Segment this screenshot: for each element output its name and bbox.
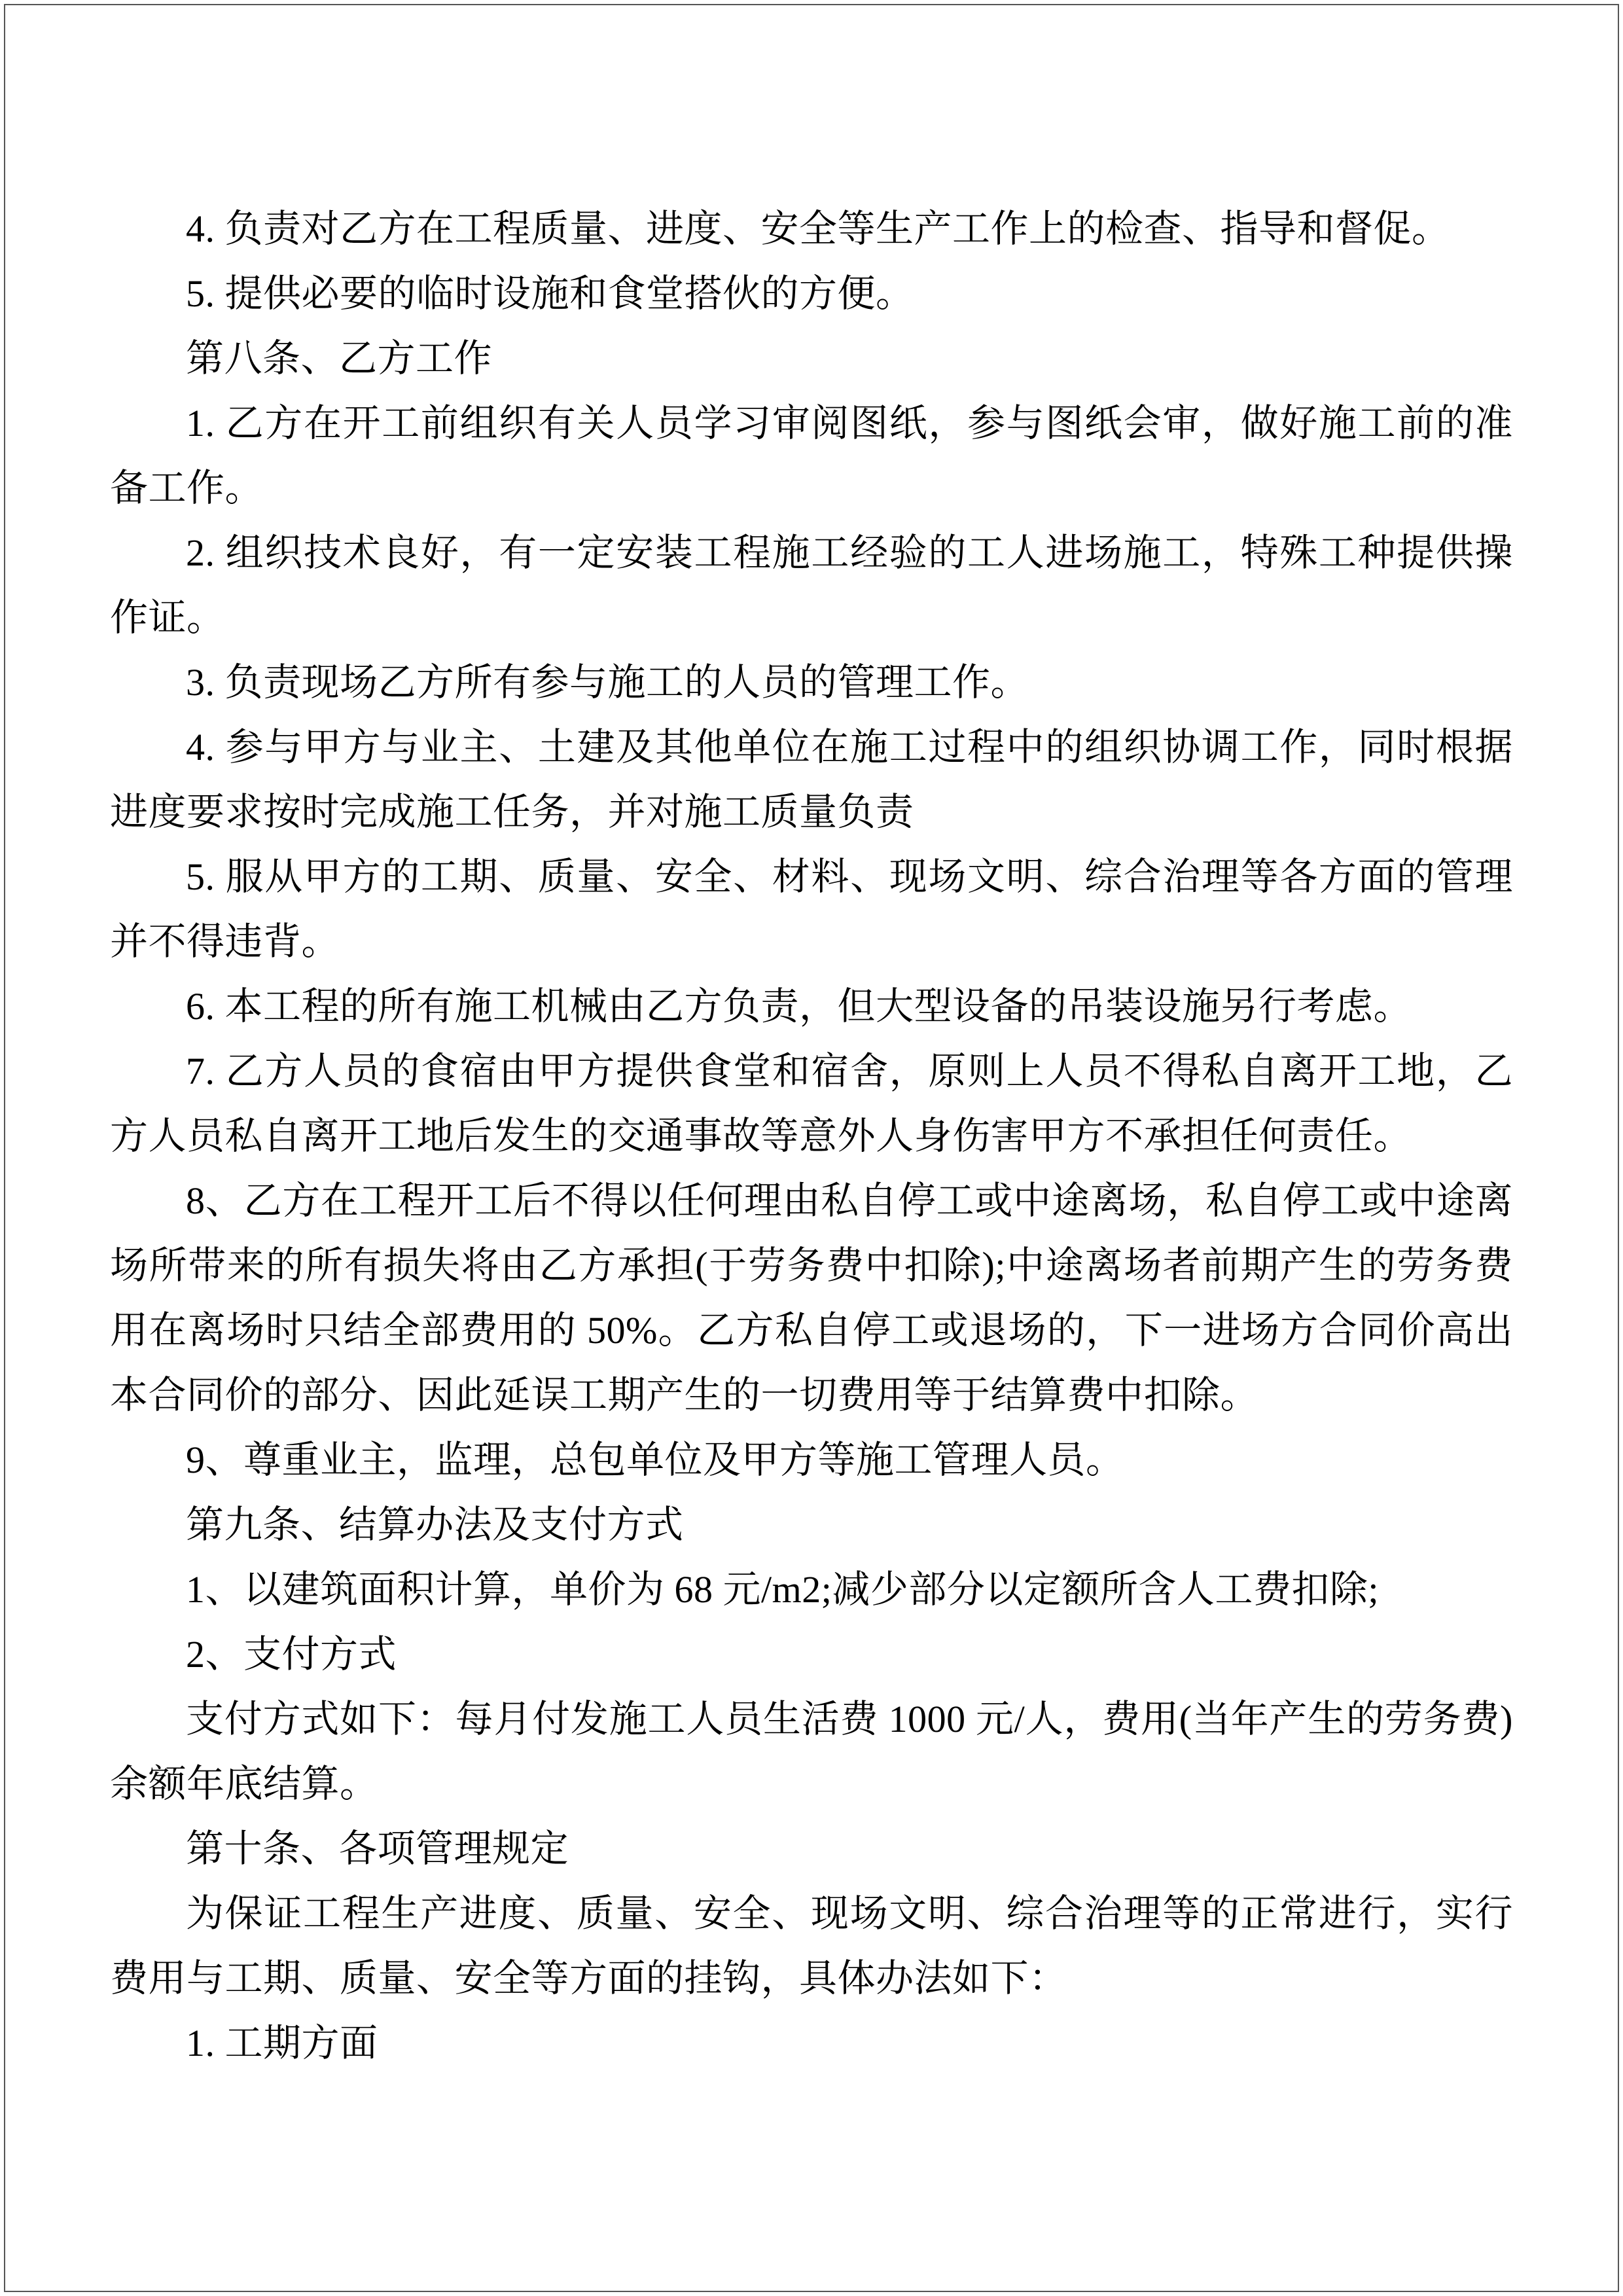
paragraph: 第十条、各项管理规定 bbox=[186, 1827, 569, 1870]
paragraph: 1. 乙方在开工前组织有关人员学习审阅图纸，参与图纸会审，做好施工前的准备工作。 bbox=[110, 402, 1513, 509]
paragraph: 4. 负责对乙方在工程质量、进度、安全等生产工作上的检查、指导和督促。 bbox=[186, 207, 1450, 250]
paragraph: 8、乙方在工程开工后不得以任何理由私自停工或中途离场，私自停工或中途离场所带来的所有损失将由乙方承担(于劳务费中扣除);中途离场者前期产生的劳务费用在离场时只结全部费用的 50%。乙方私自停工或退场的，下一进场方合同价高出本合同价的部分、因此延误工期产生的一切费用等于结算费中扣除。 bbox=[110, 1179, 1513, 1416]
paragraph: 第九条、结算办法及支付方式 bbox=[186, 1503, 684, 1546]
paragraph: 7. 乙方人员的食宿由甲方提供食堂和宿舍，原则上人员不得私自离开工地，乙方人员私自离开工地后发生的交通事故等意外人身伤害甲方不承担任何责任。 bbox=[110, 1050, 1513, 1157]
paragraph: 支付方式如下：每月付发施工人员生活费 1000 元/人，费用(当年产生的劳务费)余额年底结算。 bbox=[110, 1698, 1513, 1805]
paragraph: 5. 提供必要的临时设施和食堂搭伙的方便。 bbox=[186, 272, 914, 315]
paragraph: 5. 服从甲方的工期、质量、安全、材料、现场文明、综合治理等各方面的管理并不得违背。 bbox=[110, 855, 1513, 963]
paragraph: 9、尊重业主，监理，总包单位及甲方等施工管理人员。 bbox=[186, 1439, 1124, 1481]
paragraph: 为保证工程生产进度、质量、安全、现场文明、综合治理等的正常进行，实行费用与工期、质量、安全等方面的挂钩，具体办法如下： bbox=[110, 1892, 1513, 2000]
paragraph: 6. 本工程的所有施工机械由乙方负责，但大型设备的吊装设施另行考虑。 bbox=[186, 985, 1412, 1028]
paragraph: 2. 组织技术良好，有一定安装工程施工经验的工人进场施工，特殊工种提供操作证。 bbox=[110, 531, 1513, 639]
paragraph: 3. 负责现场乙方所有参与施工的人员的管理工作。 bbox=[186, 661, 1029, 704]
paragraph: 第八条、乙方工作 bbox=[186, 337, 493, 380]
paragraph: 4. 参与甲方与业主、土建及其他单位在施工过程中的组织协调工作，同时根据进度要求按时完成施工任务，并对施工质量负责 bbox=[110, 726, 1513, 833]
paragraph: 1. 工期方面 bbox=[186, 2022, 378, 2064]
document-body bbox=[110, 196, 1513, 2075]
paragraph: 1、以建筑面积计算，单价为 68 元/m2;减少部分以定额所含人工费扣除; bbox=[186, 1568, 1379, 1611]
paragraph: 2、支付方式 bbox=[186, 1633, 397, 1676]
